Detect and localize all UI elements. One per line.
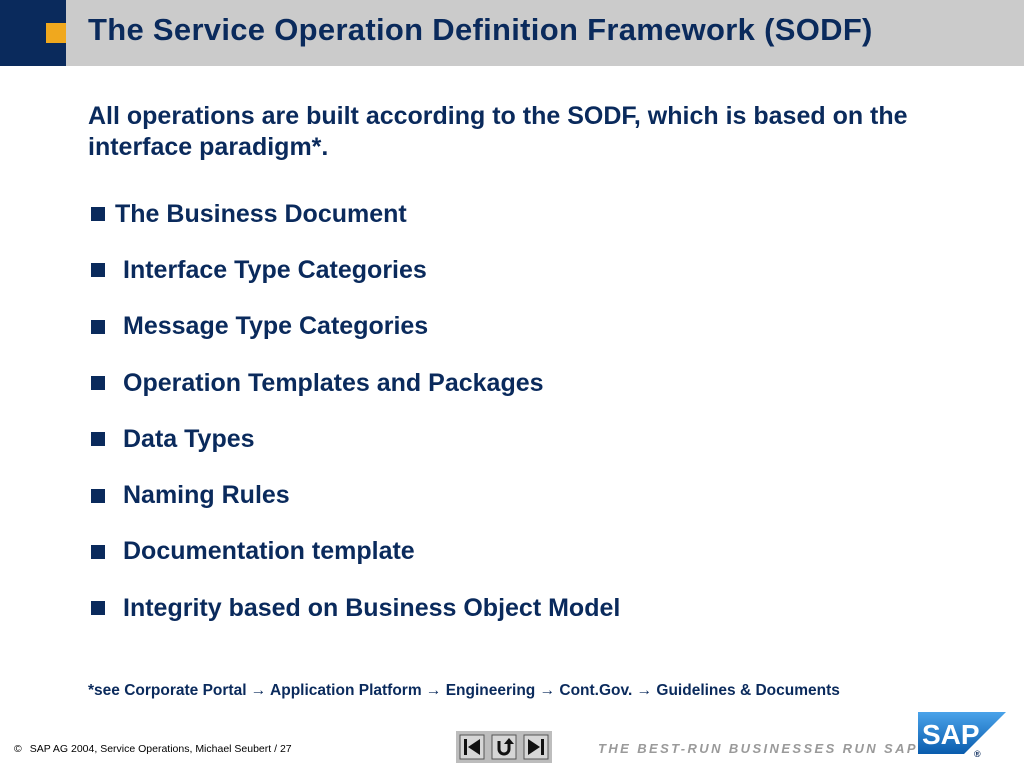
bullet-text: Integrity based on Business Object Model [123,593,621,622]
bullet-text: Interface Type Categories [123,255,427,284]
bullet-item [88,299,620,355]
square-bullet-icon [91,601,105,615]
bullet-item [88,411,620,467]
return-icon[interactable] [491,734,517,760]
bullet-text: Message Type Categories [123,312,429,341]
square-bullet-icon [91,207,105,221]
square-bullet-icon [91,376,105,390]
slogan-text: THE BEST-RUN BUSINESSES RUN SAP [598,741,918,756]
footer-copyright [14,743,292,755]
copyright-text: SAP AG 2004, Service Operations, Michael Seubert / 27 [29,743,292,755]
square-bullet-icon [91,263,105,277]
copyright-icon: © [14,743,22,755]
footnote: *see Corporate Portal → Application Platform → Engineering → Cont.Gov. → Guidelines & Documents [88,682,840,699]
bullet-item [88,467,620,523]
bullet-item [88,524,620,580]
square-bullet-icon [91,489,105,503]
previous-slide-icon[interactable] [459,734,485,760]
bullet-list [88,186,620,636]
square-bullet-icon [91,545,105,559]
next-slide-icon[interactable] [523,734,549,760]
sap-logo [918,712,1006,758]
bullet-text: Documentation template [123,537,415,566]
bullet-item [88,355,620,411]
title-bar [0,0,1024,66]
bullet-text: Naming Rules [123,481,290,510]
bullet-item [88,580,620,636]
bullet-text: The Business Document [115,199,407,228]
bullet-item [88,242,620,298]
registered-mark: ® [974,749,981,758]
bullet-item [88,186,620,242]
sap-logo-text: SAP [922,719,980,750]
bullet-text: Data Types [123,424,255,453]
square-bullet-icon [91,320,105,334]
bullet-text: Operation Templates and Packages [123,368,544,397]
title-accent-square [46,23,66,43]
slide-title: The Service Operation Definition Framework (SODF) [88,12,873,47]
square-bullet-icon [91,432,105,446]
slide-navigation [456,731,552,763]
intro-text: All operations are built according to the SODF, which is based on the interface paradigm*. [88,102,908,161]
